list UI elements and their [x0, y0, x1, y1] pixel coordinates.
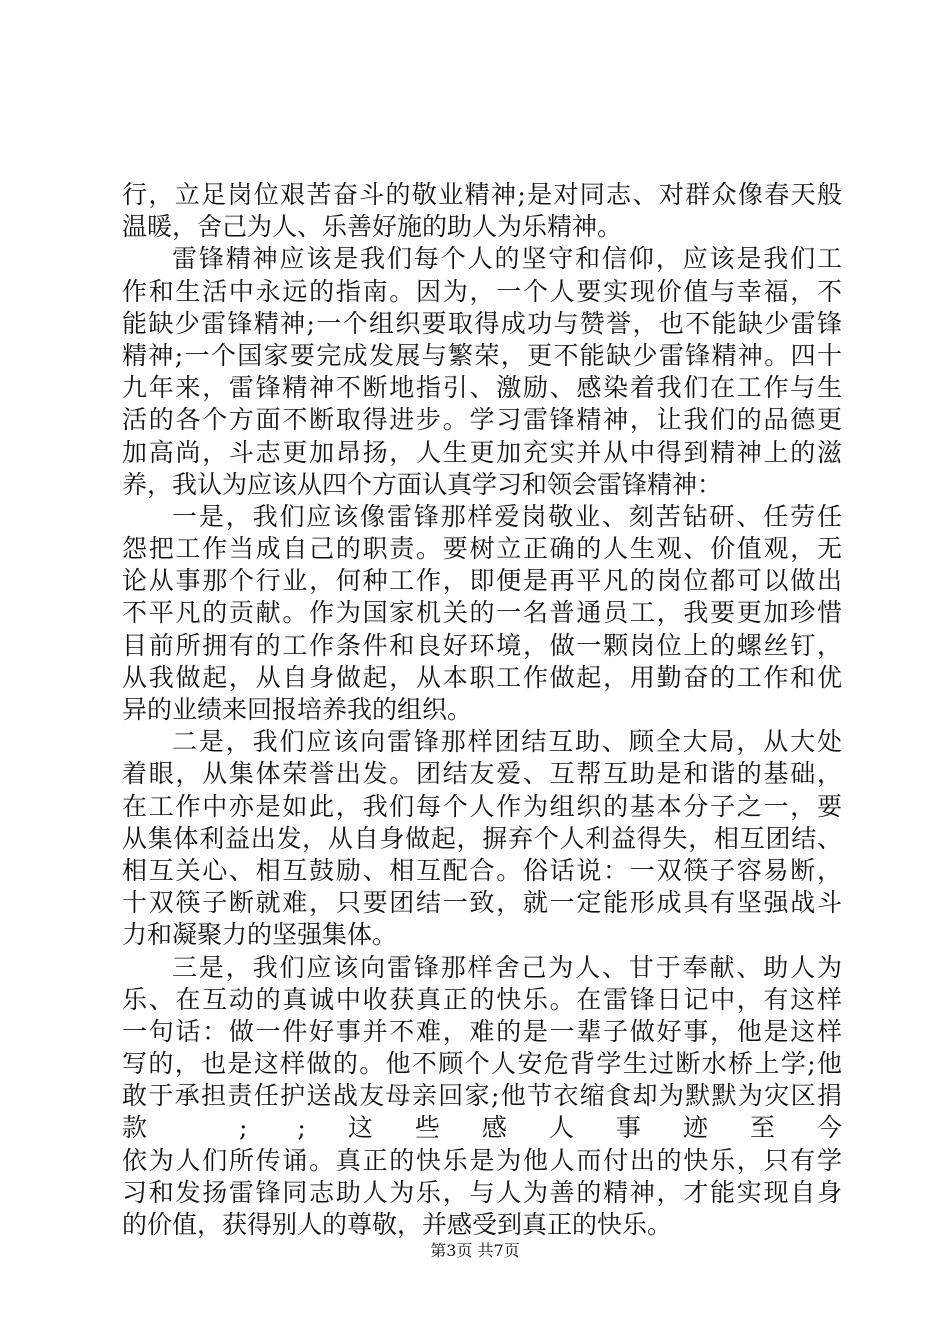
text-line: 敢于承担责任护送战友母亲回家;他节衣缩食却为默默为灾区捐	[122, 1081, 842, 1111]
text-line: 异的业绩来回报培养我的组织。	[122, 695, 473, 724]
text-line: 乐、在互动的真诚中收获真正的快乐。在雷锋日记中，有这样	[122, 984, 842, 1014]
text-line: 十双筷子断就难，只要团结一致，就一定能形成具有坚强战斗	[122, 888, 842, 918]
document-body	[122, 179, 842, 1241]
text-line: 养，我认为应该从四个方面认真学习和领会雷锋精神：	[122, 469, 723, 499]
text-line: 加高尚，斗志更加昂扬，人生更加充实并从中得到精神上的滋	[122, 437, 842, 467]
text-line: 相互关心、相互鼓励、相互配合。俗话说：一双筷子容易断，	[122, 855, 842, 885]
text-line: 在工作中亦是如此，我们每个人作为组织的基本分子之一，要	[122, 791, 842, 821]
text-line: 行，立足岗位艰苦奋斗的敬业精神;是对同志、对群众像春天般	[122, 180, 842, 209]
text-line: 款 ; ;这些感人事迹至今	[122, 1113, 842, 1143]
text-line: 活的各个方面不断取得进步。学习雷锋精神，让我们的品德更	[122, 405, 842, 435]
text-line: 九年来，雷锋精神不断地指引、激励、感染着我们在工作与生	[122, 373, 842, 403]
text-line: 不平凡的贡献。作为国家机关的一名普通员工，我要更加珍惜	[122, 598, 842, 628]
text-line: 的价值，获得别人的尊敬，并感受到真正的快乐。	[122, 1210, 673, 1239]
page-footer: 第3页 共7页	[430, 1241, 520, 1260]
text-line: 着眼，从集体荣誉出发。团结友爱、互帮互助是和谐的基础，	[122, 759, 842, 789]
text-line: 能缺少雷锋精神;一个组织要取得成功与赞誉，也不能缺少雷锋	[122, 308, 842, 338]
text-line: 一是，我们应该像雷锋那样爱岗敬业、刻苦钻研、任劳任	[172, 501, 842, 531]
text-line: 目前所拥有的工作条件和良好环境，做一颗岗位上的螺丝钉，	[122, 630, 842, 660]
text-line: 从集体利益出发，从自身做起，摒弃个人利益得失，相互团结、	[122, 823, 842, 853]
text-line: 论从事那个行业，何种工作，即便是再平凡的岗位都可以做出	[122, 566, 842, 596]
text-line: 怨把工作当成自己的职责。要树立正确的人生观、价值观，无	[122, 534, 842, 564]
text-line: 温暖，舍己为人、乐善好施的助人为乐精神。	[122, 212, 623, 242]
text-line: 作和生活中永远的指南。因为，一个人要实现价值与幸福，不	[122, 276, 842, 306]
text-line: 一句话：做一件好事并不难，难的是一辈子做好事，他是这样	[122, 1016, 842, 1046]
text-line: 习和发扬雷锋同志助人为乐，与人为善的精神，才能实现自身	[122, 1177, 842, 1207]
text-line: 从我做起，从自身做起，从本职工作做起，用勤奋的工作和优	[122, 662, 842, 692]
text-line: 三是，我们应该向雷锋那样舍己为人、甘于奉献、助人为	[172, 952, 842, 982]
text-line: 依为人们所传诵。真正的快乐是为他人而付出的快乐，只有学	[122, 1145, 842, 1175]
text-line: 精神;一个国家要完成发展与繁荣，更不能缺少雷锋精神。四十	[122, 340, 842, 370]
text-line: 写的，也是这样做的。他不顾个人安危背学生过断水桥上学;他	[122, 1049, 842, 1079]
text-line: 雷锋精神应该是我们每个人的坚守和信仰，应该是我们工	[172, 244, 842, 274]
text-line: 力和凝聚力的坚强集体。	[122, 920, 398, 950]
text-line: 二是，我们应该向雷锋那样团结互助、顾全大局，从大处	[172, 727, 842, 757]
